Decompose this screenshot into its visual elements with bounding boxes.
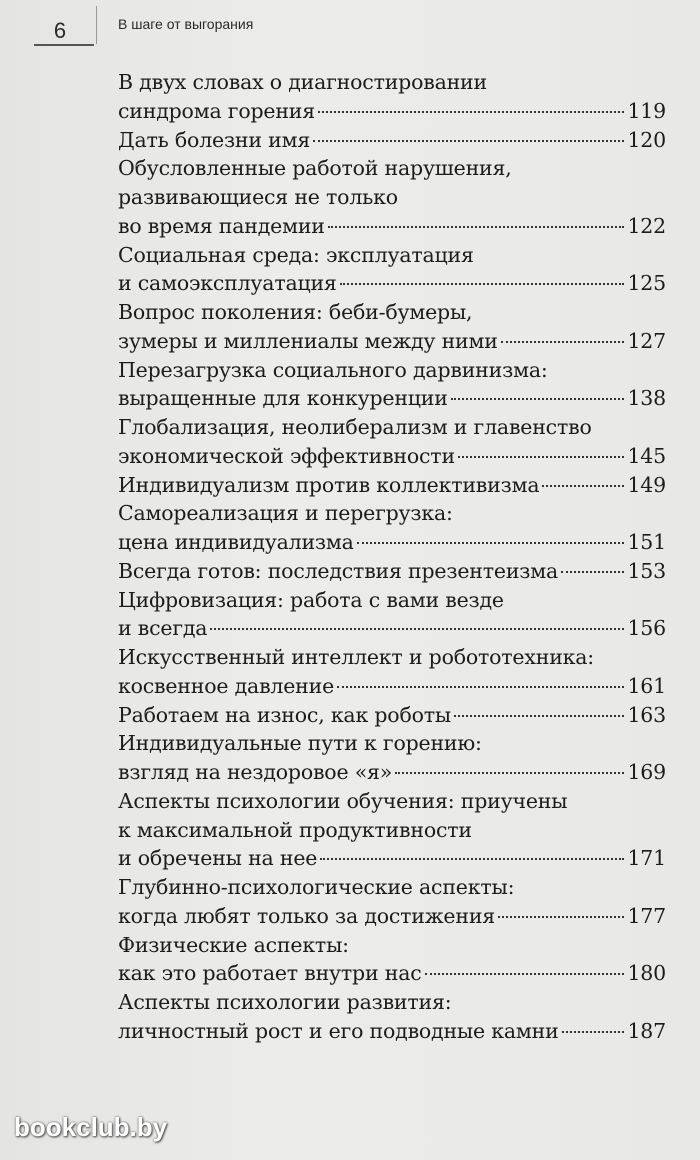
toc-entry-row xyxy=(118,97,666,126)
toc-page-number: 171 xyxy=(627,846,666,871)
toc-entry-title-line: Всегда готов: последствия презентеизма xyxy=(118,558,559,583)
toc-entry xyxy=(118,988,666,1046)
toc-entry xyxy=(118,557,666,586)
toc-entry-title-line: Цифровизация: работа с вами везде xyxy=(118,587,504,612)
toc-entry-row xyxy=(118,959,666,988)
toc-page-number: 161 xyxy=(627,673,666,698)
toc-entry xyxy=(118,154,666,240)
toc-entry-title-line: выращенные для конкуренции xyxy=(118,386,448,411)
toc-page-number: 120 xyxy=(627,127,666,152)
toc-entry-title-line: развивающиеся не только xyxy=(118,185,398,209)
toc-entry-title-line: косвенное давление xyxy=(118,673,335,698)
toc-entry xyxy=(118,729,666,787)
dot-leader xyxy=(320,858,624,860)
toc-page-number: 119 xyxy=(627,98,666,123)
toc-page-number: 125 xyxy=(627,271,666,296)
dot-leader xyxy=(313,140,624,142)
toc-entry-title-line: взгляд на нездоровое «я» xyxy=(118,760,393,784)
table-of-contents xyxy=(118,68,666,1046)
toc-entry-title-line: синдрома горения xyxy=(118,98,315,123)
toc-entry-title-line: Дать болезни имя xyxy=(118,127,311,152)
dot-leader xyxy=(357,542,625,544)
watermark-logo: bookclub.by xyxy=(14,1112,168,1142)
header-divider xyxy=(96,6,97,44)
toc-page-number: 138 xyxy=(627,386,666,411)
toc-page-number: 127 xyxy=(627,328,666,353)
dot-leader xyxy=(451,398,625,400)
toc-entry-title-line: цена индивидуализма xyxy=(118,530,354,554)
toc-entry-title-line: Физические аспекты: xyxy=(118,932,349,957)
dot-leader xyxy=(458,456,625,458)
toc-entry-title-line: Глобализация, неолиберализм и главенство xyxy=(118,415,592,439)
toc-page-number: 122 xyxy=(627,213,666,238)
toc-entry-row xyxy=(118,126,666,155)
dot-leader xyxy=(328,226,625,228)
toc-entry-row xyxy=(118,758,666,787)
toc-entry xyxy=(118,499,666,557)
toc-page-number: 149 xyxy=(627,472,666,497)
running-title: В шаге от выгорания xyxy=(118,16,254,32)
toc-page-number: 151 xyxy=(627,530,666,554)
toc-entry-title-line: личностный рост и его подводные камни xyxy=(118,1018,559,1043)
toc-entry-row xyxy=(118,442,666,471)
toc-entry-row xyxy=(118,471,666,500)
toc-entry xyxy=(118,643,666,701)
toc-entry-title-line: Искусственный интеллект и робототехника: xyxy=(118,645,594,669)
toc-entry-title-line: когда любят только за достижения xyxy=(118,903,496,928)
page-header xyxy=(0,0,700,60)
toc-entry-title-line: зумеры и миллениалы между ними xyxy=(118,328,498,353)
toc-entry-row xyxy=(118,701,666,730)
toc-entry-title-line: во время пандемии xyxy=(118,213,325,238)
dot-leader xyxy=(425,973,625,975)
dot-leader xyxy=(340,283,625,285)
dot-leader xyxy=(542,485,624,487)
toc-entry-title-line: и самоэксплуатация xyxy=(118,271,337,296)
toc-entry-title-line: В двух словах о диагностировании xyxy=(118,70,487,94)
dot-leader xyxy=(395,772,624,774)
toc-entry-row xyxy=(118,672,666,701)
toc-entry xyxy=(118,701,666,730)
toc-entry-title-line: экономической эффективности xyxy=(118,443,455,468)
dot-leader xyxy=(210,628,624,630)
dot-leader xyxy=(498,916,624,918)
dot-leader xyxy=(318,111,624,113)
toc-entry xyxy=(118,471,666,500)
toc-page-number: 145 xyxy=(627,443,666,468)
toc-entry-title-line: Индивидуализм против коллективизма xyxy=(118,472,540,497)
toc-entry-title-line: Работаем на износ, как роботы xyxy=(118,702,451,727)
dot-leader xyxy=(454,715,624,717)
toc-entry-row xyxy=(118,212,666,241)
toc-page-number: 153 xyxy=(627,558,666,583)
toc-entry-row xyxy=(118,269,666,298)
toc-entry-title-line: Социальная среда: эксплуатация xyxy=(118,242,474,267)
toc-entry xyxy=(118,586,666,644)
toc-page-number: 156 xyxy=(627,616,666,641)
toc-entry-row xyxy=(118,1017,666,1046)
toc-entry-title-line: Индивидуальные пути к горению: xyxy=(118,731,482,756)
toc-page-number: 169 xyxy=(627,760,666,784)
toc-entry-row xyxy=(118,327,666,356)
toc-entry-title-line: Аспекты психологии обучения: приучены xyxy=(118,788,568,813)
toc-entry-title-line: как это работает внутри нас xyxy=(118,961,422,986)
toc-entry-title-line: и всегда xyxy=(118,616,208,641)
toc-entry-row xyxy=(118,844,666,873)
toc-entry xyxy=(118,931,666,989)
toc-page-number: 163 xyxy=(627,702,666,727)
toc-entry-row xyxy=(118,902,666,931)
toc-entry-row xyxy=(118,614,666,643)
toc-entry-title-line: Аспекты психологии развития: xyxy=(118,990,452,1014)
toc-entry-title-line: Обусловленные работой нарушения, xyxy=(118,156,512,181)
toc-entry xyxy=(118,241,666,299)
toc-entry xyxy=(118,68,666,126)
toc-entry-row xyxy=(118,557,666,586)
toc-entry-title-line: Вопрос поколения: беби-бумеры, xyxy=(118,300,473,324)
toc-entry-title-line: Самореализация и перегрузка: xyxy=(118,501,453,526)
toc-entry-row xyxy=(118,384,666,413)
dot-leader xyxy=(337,686,624,688)
toc-page-number: 180 xyxy=(627,961,666,986)
dot-leader xyxy=(562,1031,625,1033)
toc-entry-row xyxy=(118,528,666,557)
toc-entry xyxy=(118,126,666,155)
toc-entry xyxy=(118,413,666,471)
page-number: 6 xyxy=(53,18,67,43)
toc-entry xyxy=(118,787,666,873)
toc-entry-title-line: к максимальной продуктивности xyxy=(118,817,472,842)
toc-page-number: 187 xyxy=(627,1018,666,1043)
toc-entry-title-line: и обречены на нее xyxy=(118,846,318,871)
header-rule xyxy=(34,44,94,46)
dot-leader xyxy=(501,341,625,343)
toc-page-number: 177 xyxy=(627,903,666,928)
toc-entry xyxy=(118,356,666,414)
toc-entry xyxy=(118,298,666,356)
toc-entry xyxy=(118,873,666,931)
toc-entry-title-line: Глубинно-психологические аспекты: xyxy=(118,875,515,899)
dot-leader xyxy=(561,571,624,573)
toc-entry-title-line: Перезагрузка социального дарвинизма: xyxy=(118,357,548,382)
